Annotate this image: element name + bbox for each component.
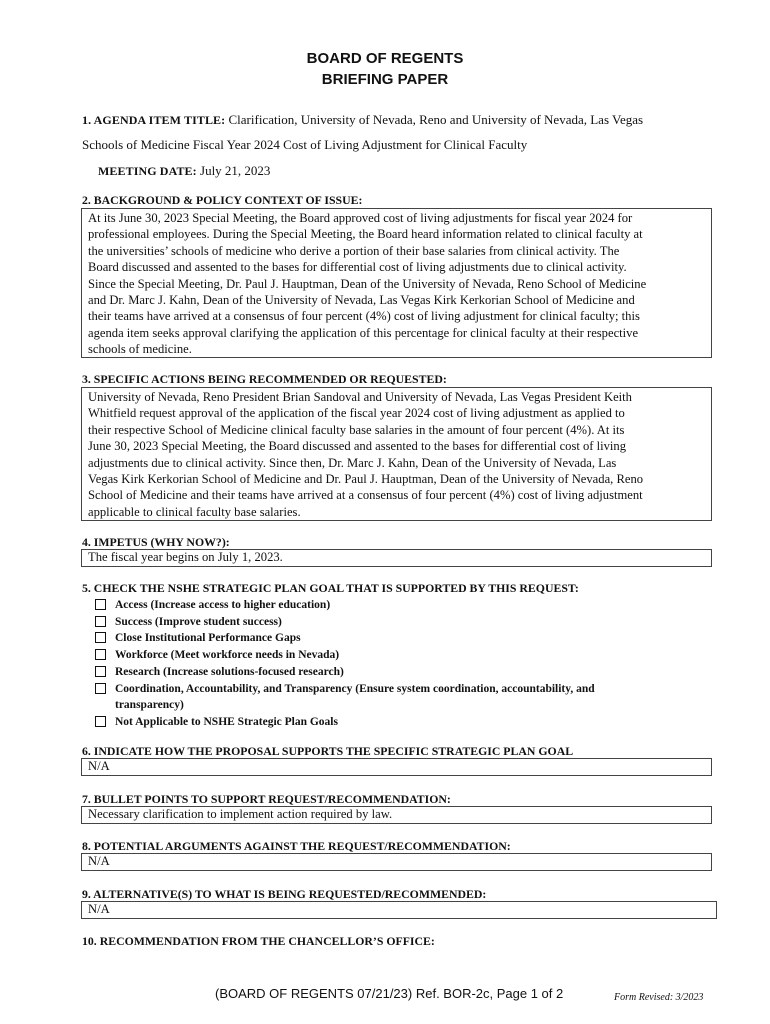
goal-success[interactable] [95,614,695,631]
actions-line: Vegas Kirk Kerkorian School of Medicine and Dr. Paul J. Hauptman, Dean of the University of Nevada, Reno [88,472,644,487]
agenda-item-title-line1 [82,112,643,128]
agenda-item-title-line2: Schools of Medicine Fiscal Year 2024 Cost of Living Adjustment for Clinical Faculty [82,137,528,152]
checkbox-icon[interactable] [95,616,106,627]
meeting-date-value: July 21, 2023 [200,163,271,178]
goal-label: Access (Increase access to higher education) [115,599,331,611]
checkbox-icon[interactable] [95,632,106,643]
background-line: Since the Special Meeting, Dr. Paul J. Hauptman, Dean of the University of Nevada, Reno School of Medicine [88,276,647,291]
recommendation-heading: 10. RECOMMENDATION FROM THE CHANCELLOR’S OFFICE: [82,934,435,948]
goal-research[interactable] [95,664,695,681]
actions-line: adjustments due to clinical activity. Since then, Dr. Marc J. Kahn, Dean of the University of Nevada, Las [88,455,617,470]
arguments-text: N/A [88,854,110,868]
arguments-heading: 8. POTENTIAL ARGUMENTS AGAINST THE REQUEST/RECOMMENDATION: [82,839,511,853]
checkbox-icon[interactable] [95,649,106,660]
background-line: and Dr. Marc J. Kahn, Dean of the University of Nevada, Las Vegas Kirk Kerkorian School of Medicine and [88,293,635,308]
actions-line: Whitfield request approval of the application of the fiscal year 2024 cost of living adjustment as applied to [88,406,625,421]
goal-label: Success (Improve student success) [115,615,282,628]
strategic-goal-heading: 5. CHECK THE NSHE STRATEGIC PLAN GOAL THAT IS SUPPORTED BY THIS REQUEST: [82,581,579,595]
document-subtitle: BRIEFING PAPER [321,71,449,88]
goal-label: Research (Increase solutions-focused research) [115,665,344,678]
supports-text: N/A [88,759,110,773]
goal-access[interactable] [95,597,695,614]
goal-label-line1: Coordination, Accountability, and Transparency (Ensure system coordination, accountability, and [115,682,595,695]
goal-not-applicable[interactable] [95,714,695,731]
goal-workforce[interactable] [95,647,695,664]
background-line: their teams have arrived at a consensus of four percent (4%) cost of living adjustment for clinical faculty; this [88,309,640,324]
alternatives-heading: 9. ALTERNATIVE(S) TO WHAT IS BEING REQUESTED/RECOMMENDED: [82,887,487,901]
background-line: At its June 30, 2023 Special Meeting, the Board approved cost of living adjustments for fiscal year 2024 for [88,211,633,225]
actions-heading: 3. SPECIFIC ACTIONS BEING RECOMMENDED OR REQUESTED: [82,372,447,386]
impetus-text: The fiscal year begins on July 1, 2023. [88,550,283,564]
form-revised-note: Form Revised: 3/2023 [614,992,704,1003]
background-line: schools of medicine. [88,342,192,357]
actions-line: their respective School of Medicine clinical faculty base salaries in the amount of four percent (4%). At its [88,422,625,437]
background-line: agenda item seeks approval clarifying the application of this percentage for clinical faculty at their respective [88,325,639,340]
goal-label [115,681,595,714]
arguments-box [81,853,712,871]
meeting-date-line [98,163,270,179]
actions-line: applicable to clinical faculty base salaries. [88,504,301,519]
background-box [81,208,712,358]
bullets-text: Necessary clarification to implement action required by law. [88,807,393,821]
meeting-date-label: MEETING DATE: [98,164,197,178]
actions-line: School of Medicine and their teams have arrived at a consensus of four percent (4%) cost of living adjustment [88,488,643,503]
actions-line: June 30, 2023 Special Meeting, the Board discussed and assented to the bases for differential cost of living [88,439,627,454]
agenda-item-title-text: Clarification, University of Nevada, Reno and University of Nevada, Las Vegas [228,112,644,127]
actions-line: University of Nevada, Reno President Brian Sandoval and University of Nevada, Las Vegas President Keith [88,390,632,404]
goal-label: Not Applicable to NSHE Strategic Plan Goals [115,715,338,728]
checkbox-icon[interactable] [95,599,106,610]
goal-coordination[interactable] [95,681,695,714]
page-footer: (BOARD OF REGENTS 07/21/23) Ref. BOR-2c, Page 1 of 2 [215,986,564,1001]
supports-box [81,758,712,776]
checkbox-icon[interactable] [95,716,106,727]
checkbox-icon[interactable] [95,666,106,677]
goal-label: Close Institutional Performance Gaps [115,632,301,645]
goal-label-line2: transparency) [115,699,184,712]
background-heading: 2. BACKGROUND & POLICY CONTEXT OF ISSUE: [82,193,363,207]
goal-performance-gaps[interactable] [95,630,695,647]
strategic-goal-list [95,597,695,731]
bullets-box [81,806,712,824]
background-line: professional employees. During the Special Meeting, the Board heard information related to clinical faculty at [88,227,643,242]
checkbox-icon[interactable] [95,683,106,694]
alternatives-box [81,901,717,919]
supports-heading: 6. INDICATE HOW THE PROPOSAL SUPPORTS THE SPECIFIC STRATEGIC PLAN GOAL [82,744,574,758]
impetus-heading: 4. IMPETUS (WHY NOW?): [82,535,230,549]
bullets-heading: 7. BULLET POINTS TO SUPPORT REQUEST/RECOMMENDATION: [82,792,451,806]
agenda-item-label: 1. AGENDA ITEM TITLE: [82,113,226,127]
background-line: the universities’ schools of medicine who derive a portion of their base salaries from clinical activity. The [88,243,620,258]
document-title: BOARD OF REGENTS [306,50,464,67]
goal-label: Workforce (Meet workforce needs in Nevada) [115,649,340,662]
alternatives-text: N/A [88,902,110,916]
impetus-box [81,549,712,567]
background-line: Board discussed and assented to the bases for differential cost of living adjustments due to clinical activity. [88,260,627,275]
actions-box [81,387,712,521]
